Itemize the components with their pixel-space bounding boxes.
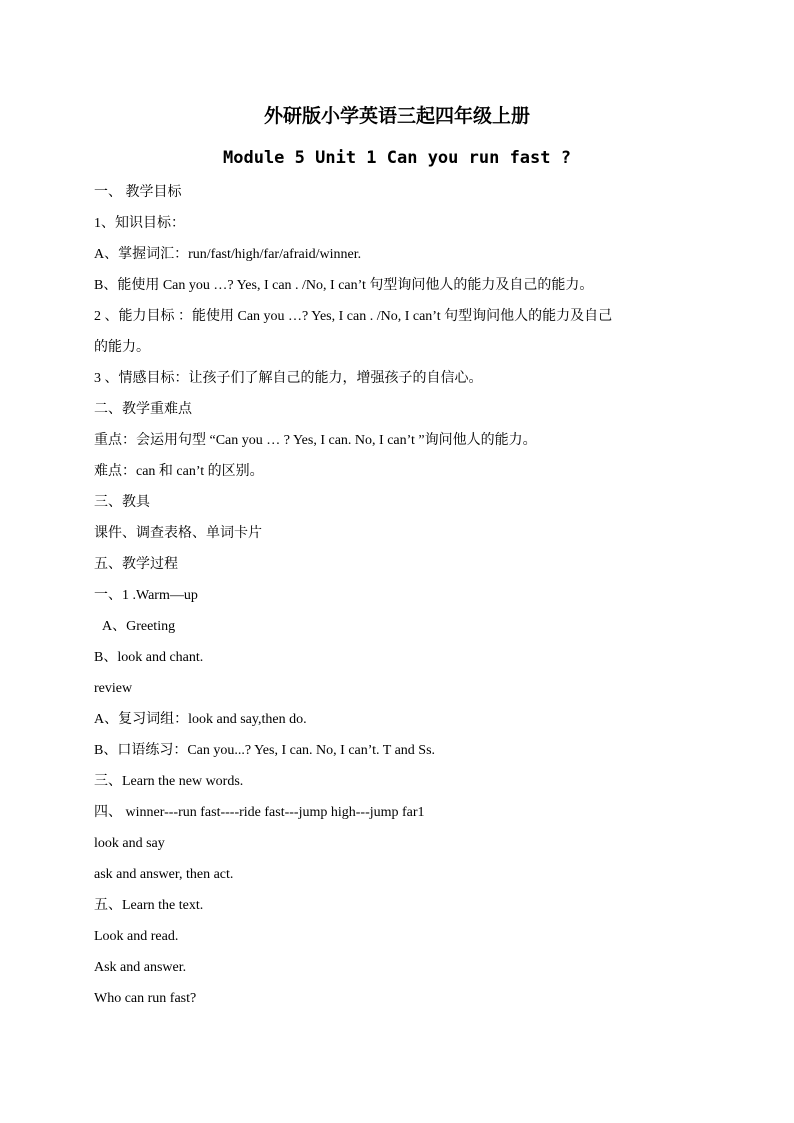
look-and-read-line: Look and read. bbox=[94, 929, 179, 944]
learn-text-line: 五、Learn the text. bbox=[94, 898, 204, 913]
ask-answer-act-line: ask and answer, then act. bbox=[94, 867, 234, 882]
ability-goal-continuation: 的能力。 bbox=[94, 340, 150, 355]
greeting-line: A、Greeting bbox=[102, 619, 176, 634]
who-can-run-fast-line: Who can run fast? bbox=[94, 991, 197, 1006]
section-heading-process: 五、教学过程 bbox=[94, 557, 178, 572]
key-point-line: 重点：会运用句型 “Can you … ? Yes, I can. No, I can’t ”询问他人的能力。 bbox=[94, 433, 537, 448]
review-line: review bbox=[94, 681, 133, 696]
oral-practice-line: B、口语练习：Can you...? Yes, I can. No, I can’t. T and Ss. bbox=[94, 743, 436, 758]
difficult-point-line: 难点：can 和 can’t 的区别。 bbox=[94, 464, 264, 479]
review-phrases-line: A、复习词组：look and say,then do. bbox=[94, 712, 307, 727]
section-heading-materials: 三、教具 bbox=[94, 495, 150, 510]
knowledge-goal-heading: 1、知识目标： bbox=[94, 216, 185, 231]
emotion-goal-line: 3 、情感目标：让孩子们了解自己的能力，增强孩子的自信心。 bbox=[94, 371, 483, 386]
look-and-say-line: look and say bbox=[94, 836, 165, 851]
document-body bbox=[94, 181, 714, 1018]
section-heading-key-points: 二、教学重难点 bbox=[94, 402, 192, 417]
warm-up-line: 一、1 .Warm—up bbox=[94, 588, 198, 603]
ask-and-answer-line: Ask and answer. bbox=[94, 960, 187, 975]
sentence-pattern-line: B、能使用 Can you …? Yes, I can . /No, I can’t 句型询问他人的能力及自己的能力。 bbox=[94, 278, 594, 293]
section-heading-objectives: 一、 教学目标 bbox=[94, 185, 182, 200]
document-title: 外研版小学英语三起四年级上册 bbox=[263, 105, 530, 127]
ability-goal-line: 2 、能力目标 ：能使用 Can you …? Yes, I can . /No, I can’t 句型询问他人的能力及自己 bbox=[94, 309, 613, 324]
document-subtitle: Module 5 Unit 1 Can you run fast ? bbox=[223, 148, 571, 168]
materials-line: 课件、调查表格、单词卡片 bbox=[94, 526, 262, 541]
word-chain-line: 四、 winner---run fast----ride fast---jump high---jump far1 bbox=[94, 805, 425, 820]
vocabulary-line: A、掌握词汇：run/fast/high/far/afraid/winner. bbox=[94, 247, 362, 262]
chant-line: B、look and chant. bbox=[94, 650, 204, 665]
new-words-line: 三、Learn the new words. bbox=[94, 774, 244, 789]
